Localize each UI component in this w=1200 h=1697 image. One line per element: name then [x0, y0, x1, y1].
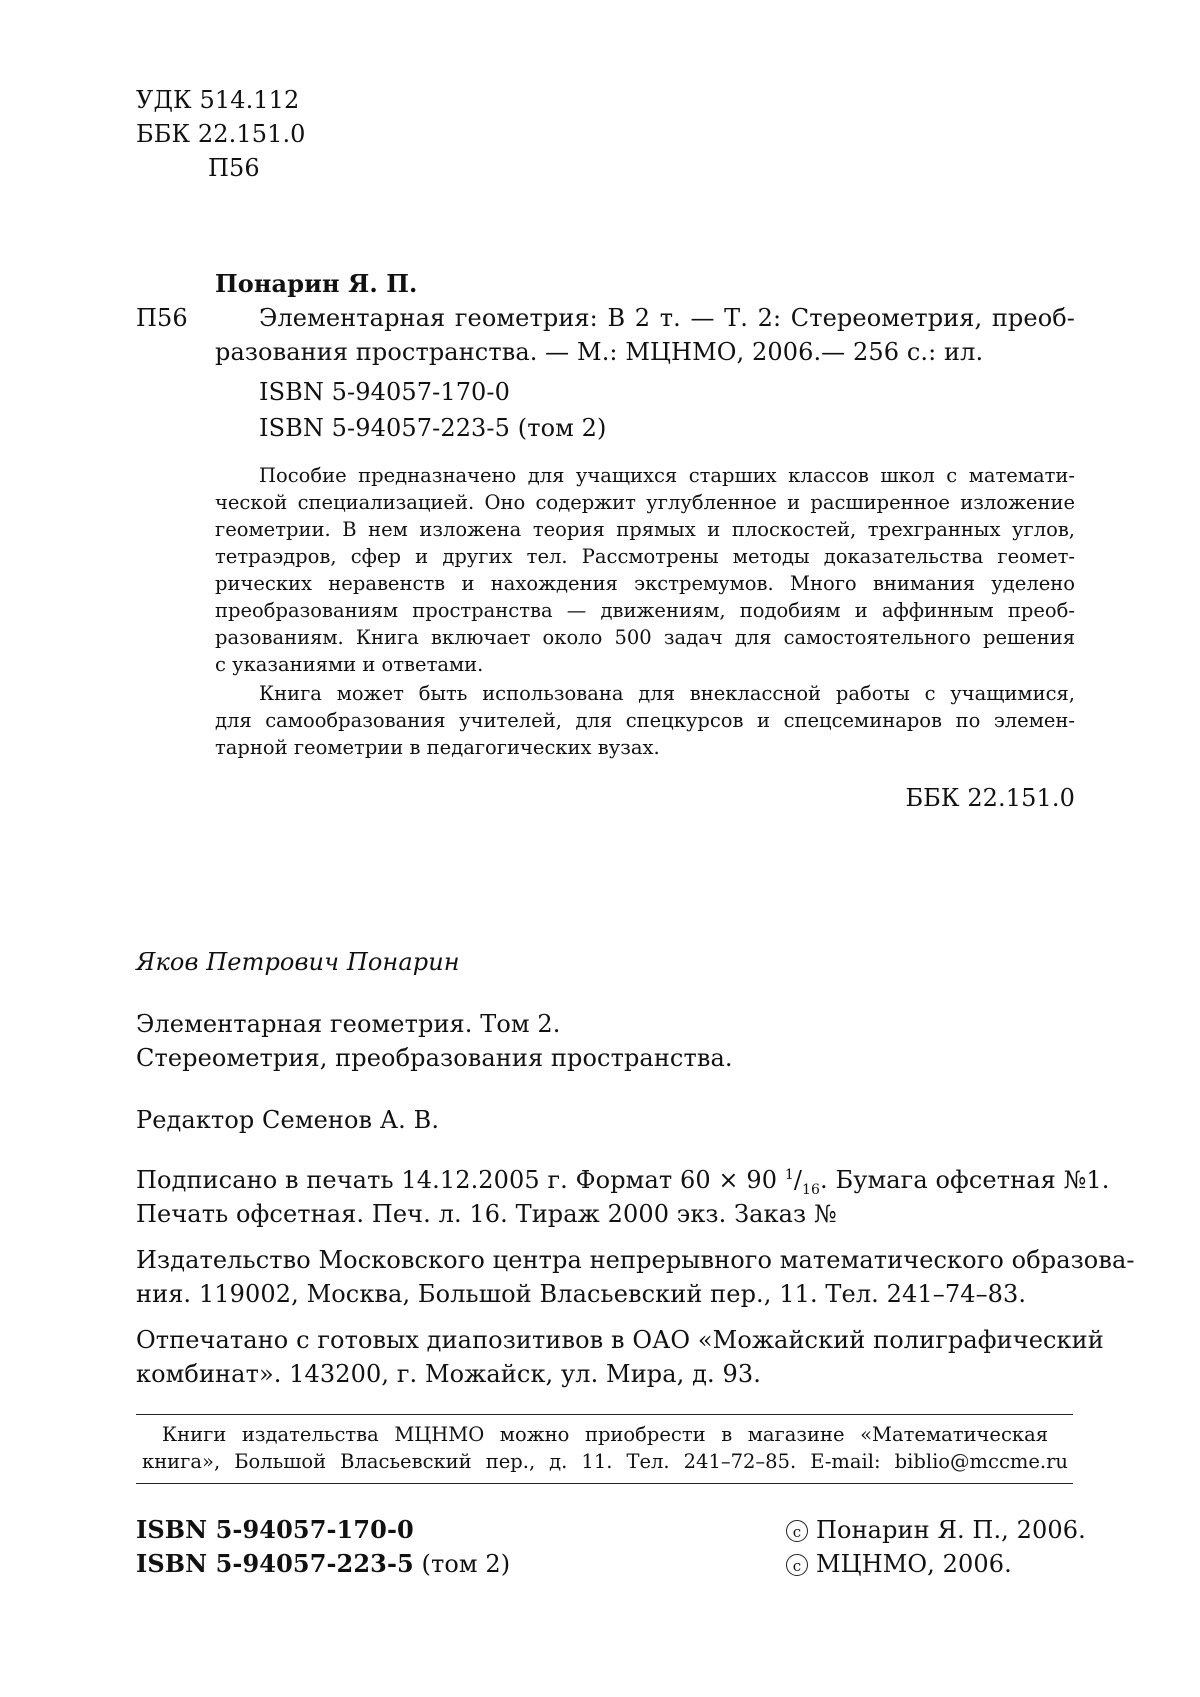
author-mark: П56: [208, 154, 260, 182]
abstract-line-6: преобразованиям пространства — движениям, подобиям и аффинным преоб-: [215, 599, 1075, 622]
catalog-author-mark: П56: [136, 304, 188, 332]
fraction-numerator: 1: [784, 1167, 794, 1183]
imprint-author: Яков Петрович Понарин: [136, 948, 460, 976]
catalog-isbn-2: ISBN 5-94057-223-5 (том 2): [259, 414, 607, 442]
notice-bottom-rule: [136, 1483, 1073, 1484]
abstract-line-5: рических неравенств и нахождения экстремумов. Много внимания уделено: [215, 572, 1075, 595]
footer-isbn-2-volume: (том 2): [413, 1550, 511, 1578]
notice-top-rule: [136, 1414, 1073, 1415]
copyright-icon: c: [786, 1520, 808, 1542]
usage-line-2: для самообразования учителей, для спецкурсов и спецсеминаров по элемен-: [215, 709, 1075, 732]
footer-isbn-1: ISBN 5-94057-170-0: [136, 1515, 414, 1544]
abstract-line-4: тетраэдров, сфер и других тел. Рассмотрены методы доказательства геомет-: [215, 545, 1075, 568]
copyright-publisher: МЦНМО, 2006.: [816, 1550, 1012, 1578]
print-info-format-text: Подписано в печать 14.12.2005 г. Формат 60 × 90: [136, 1166, 785, 1194]
imprint-editor: Редактор Семенов А. В.: [136, 1106, 440, 1134]
shop-notice-line-2: книга», Большой Власьевский пер., д. 11. Тел. 241–72–85. E-mail: biblio@mccme.ru: [142, 1450, 1068, 1473]
footer-isbn-2-row: [136, 1549, 511, 1578]
usage-line-3: тарной геометрии в педагогических вузах.: [215, 736, 660, 759]
abstract-line-2: ческой специализацией. Оно содержит углубленное и расширенное изложение: [215, 491, 1075, 514]
usage-line-1: Книга может быть использована для внеклассной работы с учащимися,: [259, 682, 1075, 705]
catalog-author: Понарин Я. П.: [215, 269, 418, 298]
print-info-line-2: Печать офсетная. Печ. л. 16. Тираж 2000 экз. Заказ №: [136, 1200, 837, 1228]
copyright-publisher-row: [786, 1552, 1012, 1576]
print-info-paper: . Бумага офсетная №1.: [820, 1166, 1110, 1194]
publisher-line-2: ния. 119002, Москва, Большой Власьевский пер., 11. Тел. 241–74–83.: [136, 1280, 1027, 1308]
catalog-bbk: ББК 22.151.0: [905, 784, 1075, 812]
footer-isbn-2: ISBN 5-94057-223-5: [136, 1549, 414, 1578]
fraction-denominator: 16: [802, 1181, 821, 1198]
bbk-code: ББК 22.151.0: [136, 120, 306, 148]
shop-notice-line-1: Книги издательства МЦНМО можно приобрести в магазине «Математическая: [162, 1423, 1048, 1446]
copyright-author: Понарин Я. П., 2006.: [816, 1516, 1086, 1544]
publisher-line-1: Издательство Московского центра непрерывного математического образова-: [136, 1246, 1135, 1274]
copyright-author-row: [786, 1518, 1086, 1542]
abstract-line-1: Пособие предназначено для учащихся старших классов школ с математи-: [259, 464, 1075, 487]
copyright-icon: c: [786, 1554, 808, 1576]
catalog-isbn-1: ISBN 5-94057-170-0: [259, 378, 511, 406]
catalog-title-line-2: разования пространства. — М.: МЦНМО, 2006.— 256 с.: ил.: [215, 338, 984, 366]
abstract-line-3: геометрии. В нем изложена теория прямых и плоскостей, трехгранных углов,: [215, 518, 1075, 541]
imprint-title-line-2: Стереометрия, преобразования пространства.: [136, 1044, 733, 1072]
printer-line-1: Отпечатано с готовых диапозитивов в ОАО «Можайский полиграфический: [136, 1326, 1104, 1354]
catalog-title-line-1: Элементарная геометрия: В 2 т. — Т. 2: Стереометрия, преоб-: [259, 304, 1075, 332]
abstract-line-7: разованиям. Книга включает около 500 задач для самостоятельного решения: [215, 626, 1075, 649]
printer-line-2: комбинат». 143200, г. Можайск, ул. Мира, д. 93.: [136, 1360, 761, 1388]
print-info-line-1: [136, 1166, 1110, 1198]
udk-code: УДК 514.112: [136, 86, 300, 114]
imprint-title-line-1: Элементарная геометрия. Том 2.: [136, 1010, 561, 1038]
print-info-format: Подписано в печать 14.12.2005 г. Формат 60 × 90 $^1/_{16}$. Бумага офсетная №1.: [136, 1166, 1110, 1198]
abstract-line-8: с указаниями и ответами.: [215, 653, 484, 676]
